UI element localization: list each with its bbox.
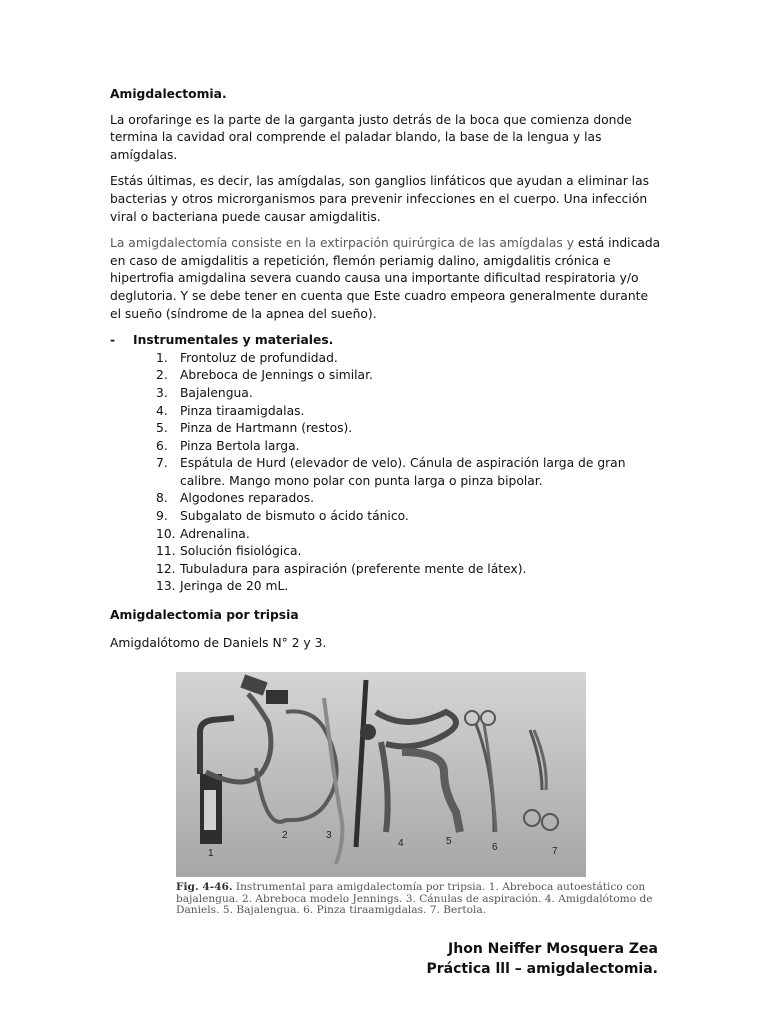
- list-item: [156, 490, 662, 508]
- daniels-note: Amigdalótomo de Daniels N° 2 y 3.: [110, 635, 327, 650]
- list-item: [156, 455, 662, 490]
- item-text: Abreboca de Jennings o similar.: [180, 368, 373, 383]
- instruments-section-heading: [110, 332, 662, 350]
- item-text: Subgalato de bismuto o ácido tánico.: [180, 509, 409, 524]
- item-number: 11.: [156, 544, 176, 559]
- item-number: 5.: [156, 421, 168, 436]
- item-number: 3.: [156, 385, 168, 400]
- list-item: [156, 561, 662, 579]
- item-text: Bajalengua.: [180, 385, 253, 400]
- document-body: [110, 86, 662, 661]
- list-item: [156, 508, 662, 526]
- item-text: Pinza de Hartmann (restos).: [180, 421, 353, 436]
- paragraph-amigdalectomia: [110, 235, 662, 323]
- photo-label-3: 3: [326, 830, 332, 841]
- item-text: Solución fisiológica.: [180, 544, 302, 559]
- instruments-photo: [176, 672, 586, 877]
- item-number: 10.: [156, 526, 176, 541]
- list-item: [156, 403, 662, 421]
- highlighted-definition: La amigdalectomía consiste en la extirpación quirúrgica de las amígdalas y: [110, 236, 574, 251]
- photo-label-1: 1: [208, 848, 214, 859]
- list-item: [156, 543, 662, 561]
- item-text: Pinza tiraamigdalas.: [180, 403, 305, 418]
- list-item: [156, 420, 662, 438]
- section-title: Instrumentales y materiales.: [133, 333, 334, 348]
- list-item: [156, 438, 662, 456]
- list-item: [156, 350, 662, 368]
- item-number: 9.: [156, 509, 168, 524]
- author-signature: [426, 939, 658, 979]
- paragraph-orofaringe: La orofaringe es la parte de la garganta justo detrás de la boca que comienza donde termina la cavidad oral comprende el paladar blando, la base de la lengua y las amígdalas.: [110, 112, 632, 162]
- indications-text: está indicada en caso de amigdalitis a repetición, flemón periamig dalino, amigdalitis crónica e hipertrofia amigdalina severa cuando causa una importante dificultad respiratoria y/o deglutoria. Y se debe tener en cuenta que Este cuadro empeora generalmente durante el sueño (síndrome de la apnea del sueño).: [110, 236, 661, 321]
- item-text: Espátula de Hurd (elevador de velo). Cánula de aspiración larga de gran calibre. Mango mono polar con punta larga o pinza bipolar.: [180, 456, 626, 488]
- item-number: 6.: [156, 438, 168, 453]
- photo-label-7: 7: [552, 846, 558, 857]
- item-text: Frontoluz de profundidad.: [180, 350, 338, 365]
- item-text: Tubuladura para aspiración (preferente mente de látex).: [180, 561, 527, 576]
- caption-figure-number: Fig. 4-46.: [176, 881, 233, 893]
- document-title: Amigdalectomia.: [110, 87, 227, 101]
- tripsia-heading: Amigdalectomia por tripsia: [110, 608, 299, 623]
- list-item: [156, 385, 662, 403]
- photo-label-2: 2: [282, 830, 288, 841]
- item-text: Algodones reparados.: [180, 491, 315, 506]
- item-number: 4.: [156, 403, 168, 418]
- item-number: 13.: [156, 579, 176, 594]
- list-item: [156, 367, 662, 385]
- figure-caption: [176, 882, 656, 917]
- paragraph-amigdalas: Estás últimas, es decir, las amígdalas, son ganglios linfáticos que ayudan a eliminar las bacterias y otros microrganismos para prevenir infecciones en el cuerpo. Una infección viral o bacteriana puede causar amigdalitis.: [110, 174, 650, 224]
- document-subtitle: Práctica lll – amigdalectomia.: [426, 961, 658, 977]
- photo-label-6: 6: [492, 842, 498, 853]
- item-text: Adrenalina.: [180, 526, 250, 541]
- instruments-list: [110, 350, 662, 596]
- photo-label-5: 5: [446, 836, 452, 847]
- list-item: [156, 526, 662, 544]
- item-text: Jeringa de 20 mL.: [180, 579, 289, 594]
- item-text: Pinza Bertola larga.: [180, 438, 300, 453]
- list-item: [156, 578, 662, 596]
- item-number: 8.: [156, 491, 168, 506]
- author-name: Jhon Neiffer Mosquera Zea: [448, 941, 658, 957]
- bullet-dash: -: [110, 333, 116, 348]
- item-number: 12.: [156, 561, 176, 576]
- caption-text: Instrumental para amigdalectomía por tripsia. 1. Abreboca autoestático con bajalengua. 2. Abreboca modelo Jennings. 3. Cánulas de aspiración. 4. Amigdalótomo de Daniels. 5. Bajalengua. 6. Pinza tiraamigdalas. 7. Bertola.: [176, 881, 653, 917]
- item-number: 1.: [156, 350, 168, 365]
- item-number: 2.: [156, 368, 168, 383]
- item-number: 7.: [156, 456, 168, 471]
- photo-label-4: 4: [398, 838, 404, 849]
